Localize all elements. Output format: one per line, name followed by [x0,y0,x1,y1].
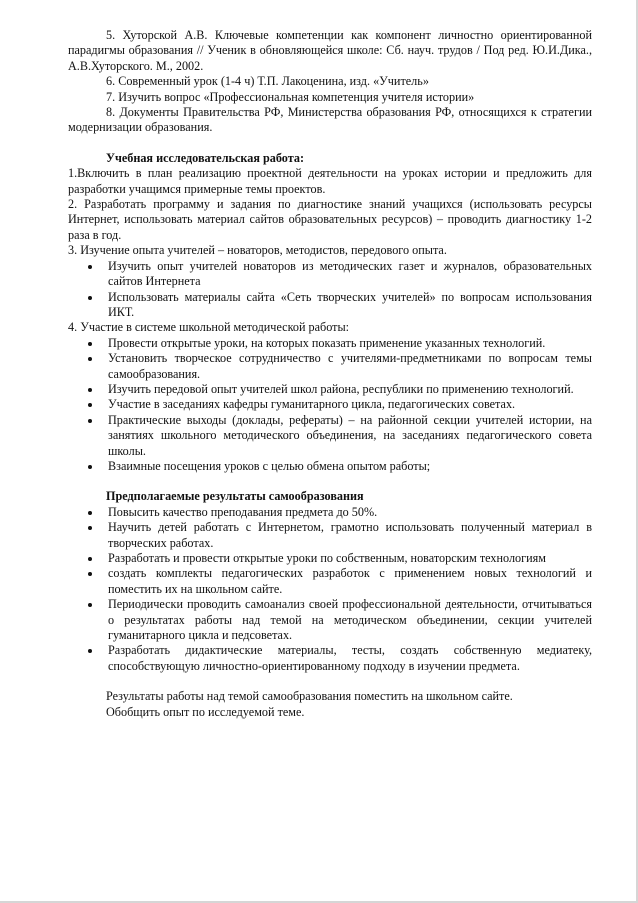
spacer [68,674,592,689]
results-closing-2: Обобщить опыт по исследуемой теме. [106,704,305,719]
bullet-icon [88,649,92,653]
bullet-icon [88,603,92,607]
list-item: Изучить передовой опыт учителей школ района, республики по применению технологий. [68,382,592,397]
page-content [68,28,592,720]
bullet-icon [88,357,92,361]
list-item: Изучить опыт учителей новаторов из методических газет и журналов, образовательных сайтов Интернета [68,259,592,290]
bullet-icon [88,296,92,300]
spacer [68,136,592,151]
list-item: Повысить качество преподавания предмета до 50%. [68,505,592,520]
literature-item-8: 8. Документы Правительства РФ, Министерства образования РФ, относящихся к стратегии модернизации образования. [68,105,592,135]
list-item: Разработать дидактические материалы, тесты, создать собственную медиатеку, способствующую личностно-ориентированному подходу в изучении предмета. [68,643,592,674]
list-item: Взаимные посещения уроков с целью обмена опытом работы; [68,459,592,474]
literature-item-7: 7. Изучить вопрос «Профессиональная компетенция учителя истории» [106,89,475,104]
list-item: Разработать и провести открытые уроки по собственным, новаторским технологиям [68,551,592,566]
bullet-icon [88,572,92,576]
bullet-icon [88,388,92,392]
bullet-icon [88,403,92,407]
literature-item-5: 5. Хуторской А.В. Ключевые компетенции как компонент личностно ориентированной парадигмы образования // Ученик в обновляющейся школе: Сб. науч. трудов / Под ред. Ю.И.Дика., А.В.Хуторского. М., 2002. [68,28,592,73]
list-item: Практические выходы (доклады, рефераты) – на районной секции учителей истории, на занятиях школьного методического объединения, на заседаниях педагогического совета школы. [68,413,592,459]
list-item: Провести открытые уроки, на которых показать применение указанных технологий. [68,336,592,351]
research-methodical-list [68,336,592,475]
bullet-icon [88,465,92,469]
list-item: Научить детей работать с Интернетом, грамотно использовать полученный материал в творческих работах. [68,520,592,551]
research-paragraph-3: 3. Изучение опыта учителей – новаторов, методистов, передового опыта. [68,243,447,258]
research-paragraph-1: 1.Включить в план реализацию проектной деятельности на уроках истории и предложить для разработки учащимся примерные темы проектов. [68,166,592,196]
bullet-icon [88,419,92,423]
spacer [68,474,592,489]
results-heading: Предполагаемые результаты самообразования [106,489,364,504]
literature-item-6: 6. Современный урок (1-4 ч) Т.П. Лакоценина, изд. «Учитель» [106,74,429,89]
bullet-icon [88,526,92,530]
research-paragraph-4: 4. Участие в системе школьной методической работы: [68,320,350,335]
list-item: создать комплекты педагогических разработок с применением новых технологий и поместить их на школьном сайте. [68,566,592,597]
bullet-icon [88,342,92,346]
results-closing-1: Результаты работы над темой самообразования поместить на школьном сайте. [106,689,513,704]
list-item: Участие в заседаниях кафедры гуманитарного цикла, педагогических советах. [68,397,592,412]
research-paragraph-2: 2. Разработать программу и задания по диагностике знаний учащихся (использовать ресурсы Интернет, использовать материал сайтов образовательных ресурсов) – проводить диагностику 1-2 раза в год. [68,197,592,242]
results-list [68,505,592,674]
bullet-icon [88,557,92,561]
research-experience-list [68,259,592,321]
list-item: Установить творческое сотрудничество с учителями-предметниками по вопросам темы самообразования. [68,351,592,382]
list-item: Периодически проводить самоанализ своей профессиональной деятельности, отчитываться о результатах работы над темой на методическом объединении, секции учителей гуманитарного цикла и педсоветах. [68,597,592,643]
bullet-icon [88,265,92,269]
bullet-icon [88,511,92,515]
research-heading: Учебная исследовательская работа: [106,150,305,165]
list-item: Использовать материалы сайта «Сеть творческих учителей» по вопросам использования ИКТ. [68,290,592,321]
